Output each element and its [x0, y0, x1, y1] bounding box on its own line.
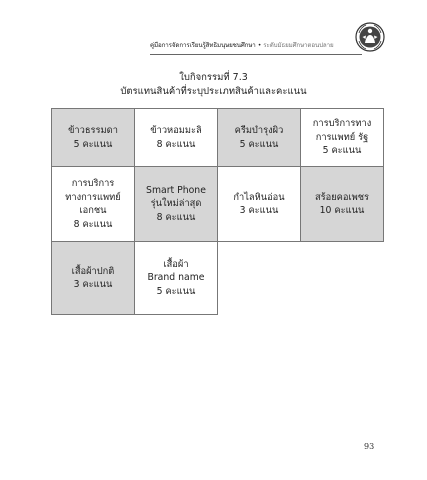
- product-card: [218, 167, 301, 242]
- card-text-line: ทางการแพทย์: [65, 191, 121, 203]
- card-text-line: 8 คะแนน: [156, 138, 196, 150]
- card-text-line: กำไลหินอ่อน: [233, 191, 285, 203]
- card-text-line: เสื้อผ้าปกติ: [71, 265, 115, 277]
- card-text-line: ข้าวธรรมดา: [68, 125, 118, 136]
- header-text: [150, 40, 334, 50]
- card-text-line: ข้าวหอมมะลิ: [150, 125, 202, 136]
- product-card: [135, 242, 218, 315]
- card-text-line: 10 คะแนน: [319, 205, 365, 216]
- card-text-line: เอกชน: [79, 205, 107, 216]
- product-card-grid: [51, 108, 384, 315]
- card-text-line: การบริการทาง: [312, 118, 372, 130]
- card-text-line: สร้อยคอเพชร: [314, 191, 370, 203]
- card-text-line: 5 คะแนน: [156, 285, 196, 297]
- header-subtitle: ระดับมัธยมศึกษาตอนปลาย: [263, 42, 334, 49]
- card-text-line: การบริการ: [71, 178, 115, 189]
- product-card: [135, 109, 218, 167]
- card-text-line: Smart Phone: [146, 184, 206, 196]
- product-card: [301, 167, 384, 242]
- header-title: คู่มือการจัดการเรียนรู้สิทธิมนุษยชนศึกษา: [150, 42, 256, 49]
- header-separator: •: [257, 42, 262, 49]
- card-text-line: รุ่นใหม่ล่าสุด: [150, 198, 202, 210]
- product-card: [52, 242, 135, 315]
- card-text-line: ครีมบำรุงผิว: [234, 125, 284, 136]
- card-text-line: 5 คะแนน: [73, 138, 113, 150]
- empty-slot: [301, 242, 384, 315]
- product-card: [135, 167, 218, 242]
- card-text-line: 8 คะแนน: [156, 211, 196, 223]
- empty-slot: [218, 242, 301, 315]
- card-text-line: เสื้อผ้า: [163, 258, 189, 270]
- activity-subtitle: บัตรแทนสินค้าที่ระบุประเภทสินค้าและคะแนน: [120, 86, 307, 97]
- card-text-line: 5 คะแนน: [322, 145, 362, 157]
- page-header: [150, 38, 360, 52]
- card-text-line: Brand name: [147, 272, 205, 284]
- product-card: [52, 109, 135, 167]
- card-text-line: การแพทย์ รัฐ: [315, 131, 369, 143]
- card-text-line: 8 คะแนน: [73, 218, 113, 230]
- product-card: [218, 109, 301, 167]
- page-number: 93: [364, 442, 375, 451]
- product-card: [52, 167, 135, 242]
- product-card: [301, 109, 384, 167]
- header-divider: [150, 54, 362, 55]
- activity-title: ใบกิจกรรมที่ 7.3: [179, 72, 248, 83]
- card-text-line: 3 คะแนน: [73, 279, 113, 290]
- card-text-line: 3 คะแนน: [239, 205, 279, 216]
- card-text-line: 5 คะแนน: [239, 138, 279, 150]
- emblem-icon: [355, 22, 385, 52]
